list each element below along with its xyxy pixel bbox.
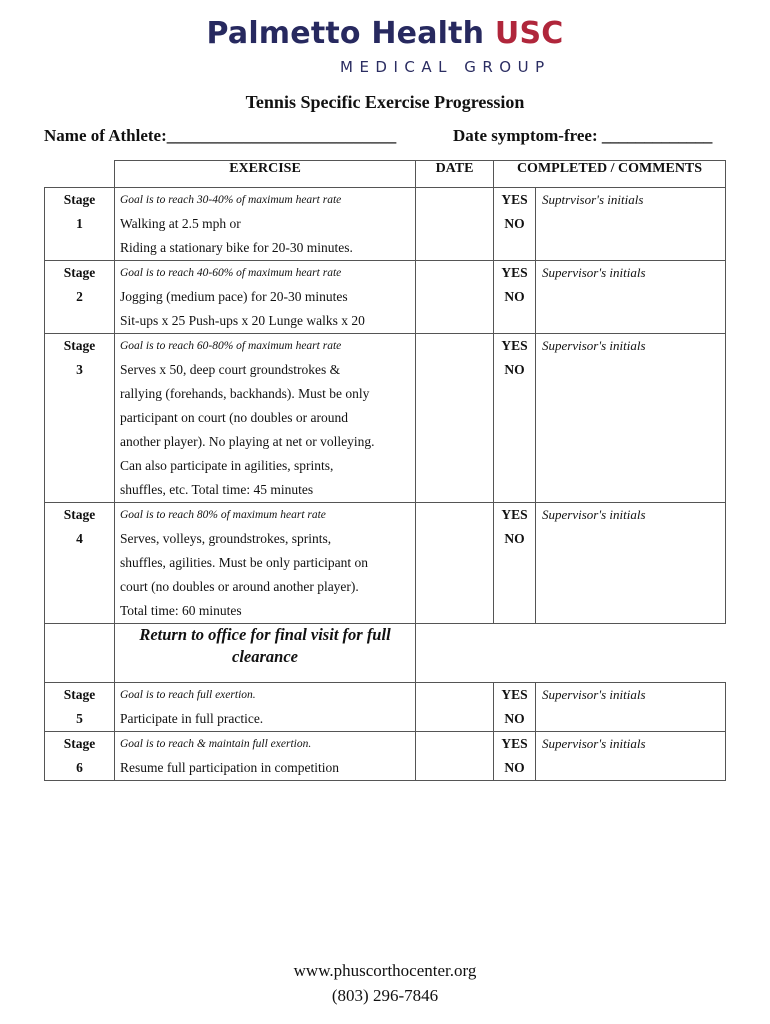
table-row: [45, 334, 726, 503]
stage-label: Stage: [63, 736, 96, 751]
stage-label: Stage: [63, 338, 96, 353]
table-row: [45, 683, 726, 732]
stage-number: 1: [76, 216, 83, 231]
goal-text: Goal is to reach 60-80% of maximum heart rate: [120, 340, 342, 352]
supervisor-initials: Supervisor's initials: [542, 507, 646, 522]
exercise-line: shuffles, agilities. Must be only participant on: [120, 555, 368, 570]
exercise-line: Serves, volleys, groundstrokes, sprints,: [120, 531, 332, 546]
stage-cell: [45, 188, 115, 261]
athlete-name-field[interactable]: Name of Athlete:___________________________: [44, 126, 397, 145]
exercise-line: shuffles, etc. Total time: 45 minutes: [120, 482, 314, 497]
table-body: [45, 188, 726, 781]
footer-phone: (803) 296-7846: [331, 986, 439, 1005]
yes-option[interactable]: YES: [501, 507, 528, 522]
header-date: DATE: [416, 161, 494, 188]
date-cell[interactable]: [416, 334, 494, 503]
return-blank-cell: [45, 624, 115, 683]
stage-number: 6: [76, 760, 83, 775]
header-completed-comments: COMPLETED / COMMENTS: [494, 161, 726, 188]
header-stage-blank: [45, 161, 115, 188]
supervisor-initials: Supervisor's initials: [542, 687, 646, 702]
date-symptom-free-field[interactable]: Date symptom-free: _____________: [453, 126, 713, 145]
yes-no-cell: [494, 261, 536, 334]
comments-cell[interactable]: [536, 188, 726, 261]
logo: [0, 14, 770, 76]
table-row: [45, 732, 726, 781]
stage-number: 2: [76, 289, 83, 304]
date-cell[interactable]: [416, 732, 494, 781]
exercise-cell: [115, 683, 416, 732]
exercise-line: Can also participate in agilities, sprints,: [120, 458, 334, 473]
exercise-line: Riding a stationary bike for 20-30 minutes.: [120, 240, 353, 255]
no-option[interactable]: NO: [504, 531, 525, 546]
footer: [0, 958, 770, 1008]
yes-no-cell: [494, 334, 536, 503]
date-cell[interactable]: [416, 683, 494, 732]
exercise-line: Total time: 60 minutes: [120, 603, 242, 618]
logo-usc-text: USC: [494, 16, 564, 51]
header-exercise: EXERCISE: [115, 161, 416, 188]
exercise-cell: [115, 261, 416, 334]
goal-text: Goal is to reach full exertion.: [120, 689, 256, 701]
supervisor-initials: Supervisor's initials: [542, 338, 646, 353]
stage-cell: [45, 683, 115, 732]
goal-text: Goal is to reach & maintain full exertion.: [120, 738, 312, 750]
stage-label: Stage: [63, 265, 96, 280]
stage-number: 5: [76, 711, 83, 726]
yes-option[interactable]: YES: [501, 687, 528, 702]
exercise-line: Participate in full practice.: [120, 711, 264, 726]
exercise-line: court (no doubles or around another player).: [120, 579, 359, 594]
logo-main-text: Palmetto Health: [206, 16, 485, 51]
exercise-line: Sit-ups x 25 Push-ups x 20 Lunge walks x 20: [120, 313, 365, 328]
comments-cell[interactable]: [536, 261, 726, 334]
table-row: [45, 503, 726, 624]
exercise-cell: [115, 334, 416, 503]
yes-no-cell: [494, 188, 536, 261]
stage-cell: [45, 732, 115, 781]
exercise-cell: [115, 503, 416, 624]
stage-label: Stage: [63, 192, 96, 207]
exercise-cell: [115, 188, 416, 261]
yes-no-cell: [494, 732, 536, 781]
exercise-line: another player). No playing at net or volleying.: [120, 434, 375, 449]
exercise-line: Resume full participation in competition: [120, 760, 339, 775]
yes-option[interactable]: YES: [501, 265, 528, 280]
yes-option[interactable]: YES: [501, 338, 528, 353]
stage-label: Stage: [63, 687, 96, 702]
goal-text: Goal is to reach 80% of maximum heart rate: [120, 509, 326, 521]
stage-cell: [45, 334, 115, 503]
progression-table: [44, 160, 726, 781]
return-to-office-text: Return to office for final visit for full clearance: [115, 624, 416, 683]
no-option[interactable]: NO: [504, 216, 525, 231]
supervisor-initials: Supervisor's initials: [542, 265, 646, 280]
stage-number: 3: [76, 362, 83, 377]
supervisor-initials: Supervisor's initials: [542, 736, 646, 751]
yes-option[interactable]: YES: [501, 736, 528, 751]
logo-wordmark: [0, 14, 770, 54]
date-cell[interactable]: [416, 188, 494, 261]
footer-website[interactable]: www.phuscorthocenter.org: [293, 961, 477, 980]
goal-text: Goal is to reach 30-40% of maximum heart rate: [120, 194, 342, 206]
exercise-line: rallying (forehands, backhands). Must be only: [120, 386, 370, 401]
stage-cell: [45, 503, 115, 624]
exercise-cell: [115, 732, 416, 781]
exercise-line: participant on court (no doubles or around: [120, 410, 348, 425]
stage-label: Stage: [63, 507, 96, 522]
no-option[interactable]: NO: [504, 711, 525, 726]
date-cell[interactable]: [416, 503, 494, 624]
return-empty-cell: [416, 624, 726, 683]
exercise-line: Serves x 50, deep court groundstrokes &: [120, 362, 341, 377]
yes-no-cell: [494, 683, 536, 732]
comments-cell[interactable]: [536, 732, 726, 781]
no-option[interactable]: NO: [504, 362, 525, 377]
goal-text: Goal is to reach 40-60% of maximum heart rate: [120, 267, 342, 279]
page-title: Tennis Specific Exercise Progression: [245, 92, 525, 112]
table-row: [45, 188, 726, 261]
yes-no-cell: [494, 503, 536, 624]
logo-subtitle: MEDICAL GROUP: [340, 58, 551, 76]
stage-number: 4: [76, 531, 83, 546]
yes-option[interactable]: YES: [501, 192, 528, 207]
comments-cell[interactable]: [536, 683, 726, 732]
date-cell[interactable]: [416, 261, 494, 334]
exercise-line: Walking at 2.5 mph or: [120, 216, 241, 231]
stage-cell: [45, 261, 115, 334]
return-row: [45, 624, 726, 683]
no-option[interactable]: NO: [504, 289, 525, 304]
table-row: [45, 261, 726, 334]
comments-cell[interactable]: [536, 503, 726, 624]
supervisor-initials: Suptrvisor's initials: [542, 192, 644, 207]
exercise-line: Jogging (medium pace) for 20-30 minutes: [120, 289, 348, 304]
no-option[interactable]: NO: [504, 760, 525, 775]
comments-cell[interactable]: [536, 334, 726, 503]
